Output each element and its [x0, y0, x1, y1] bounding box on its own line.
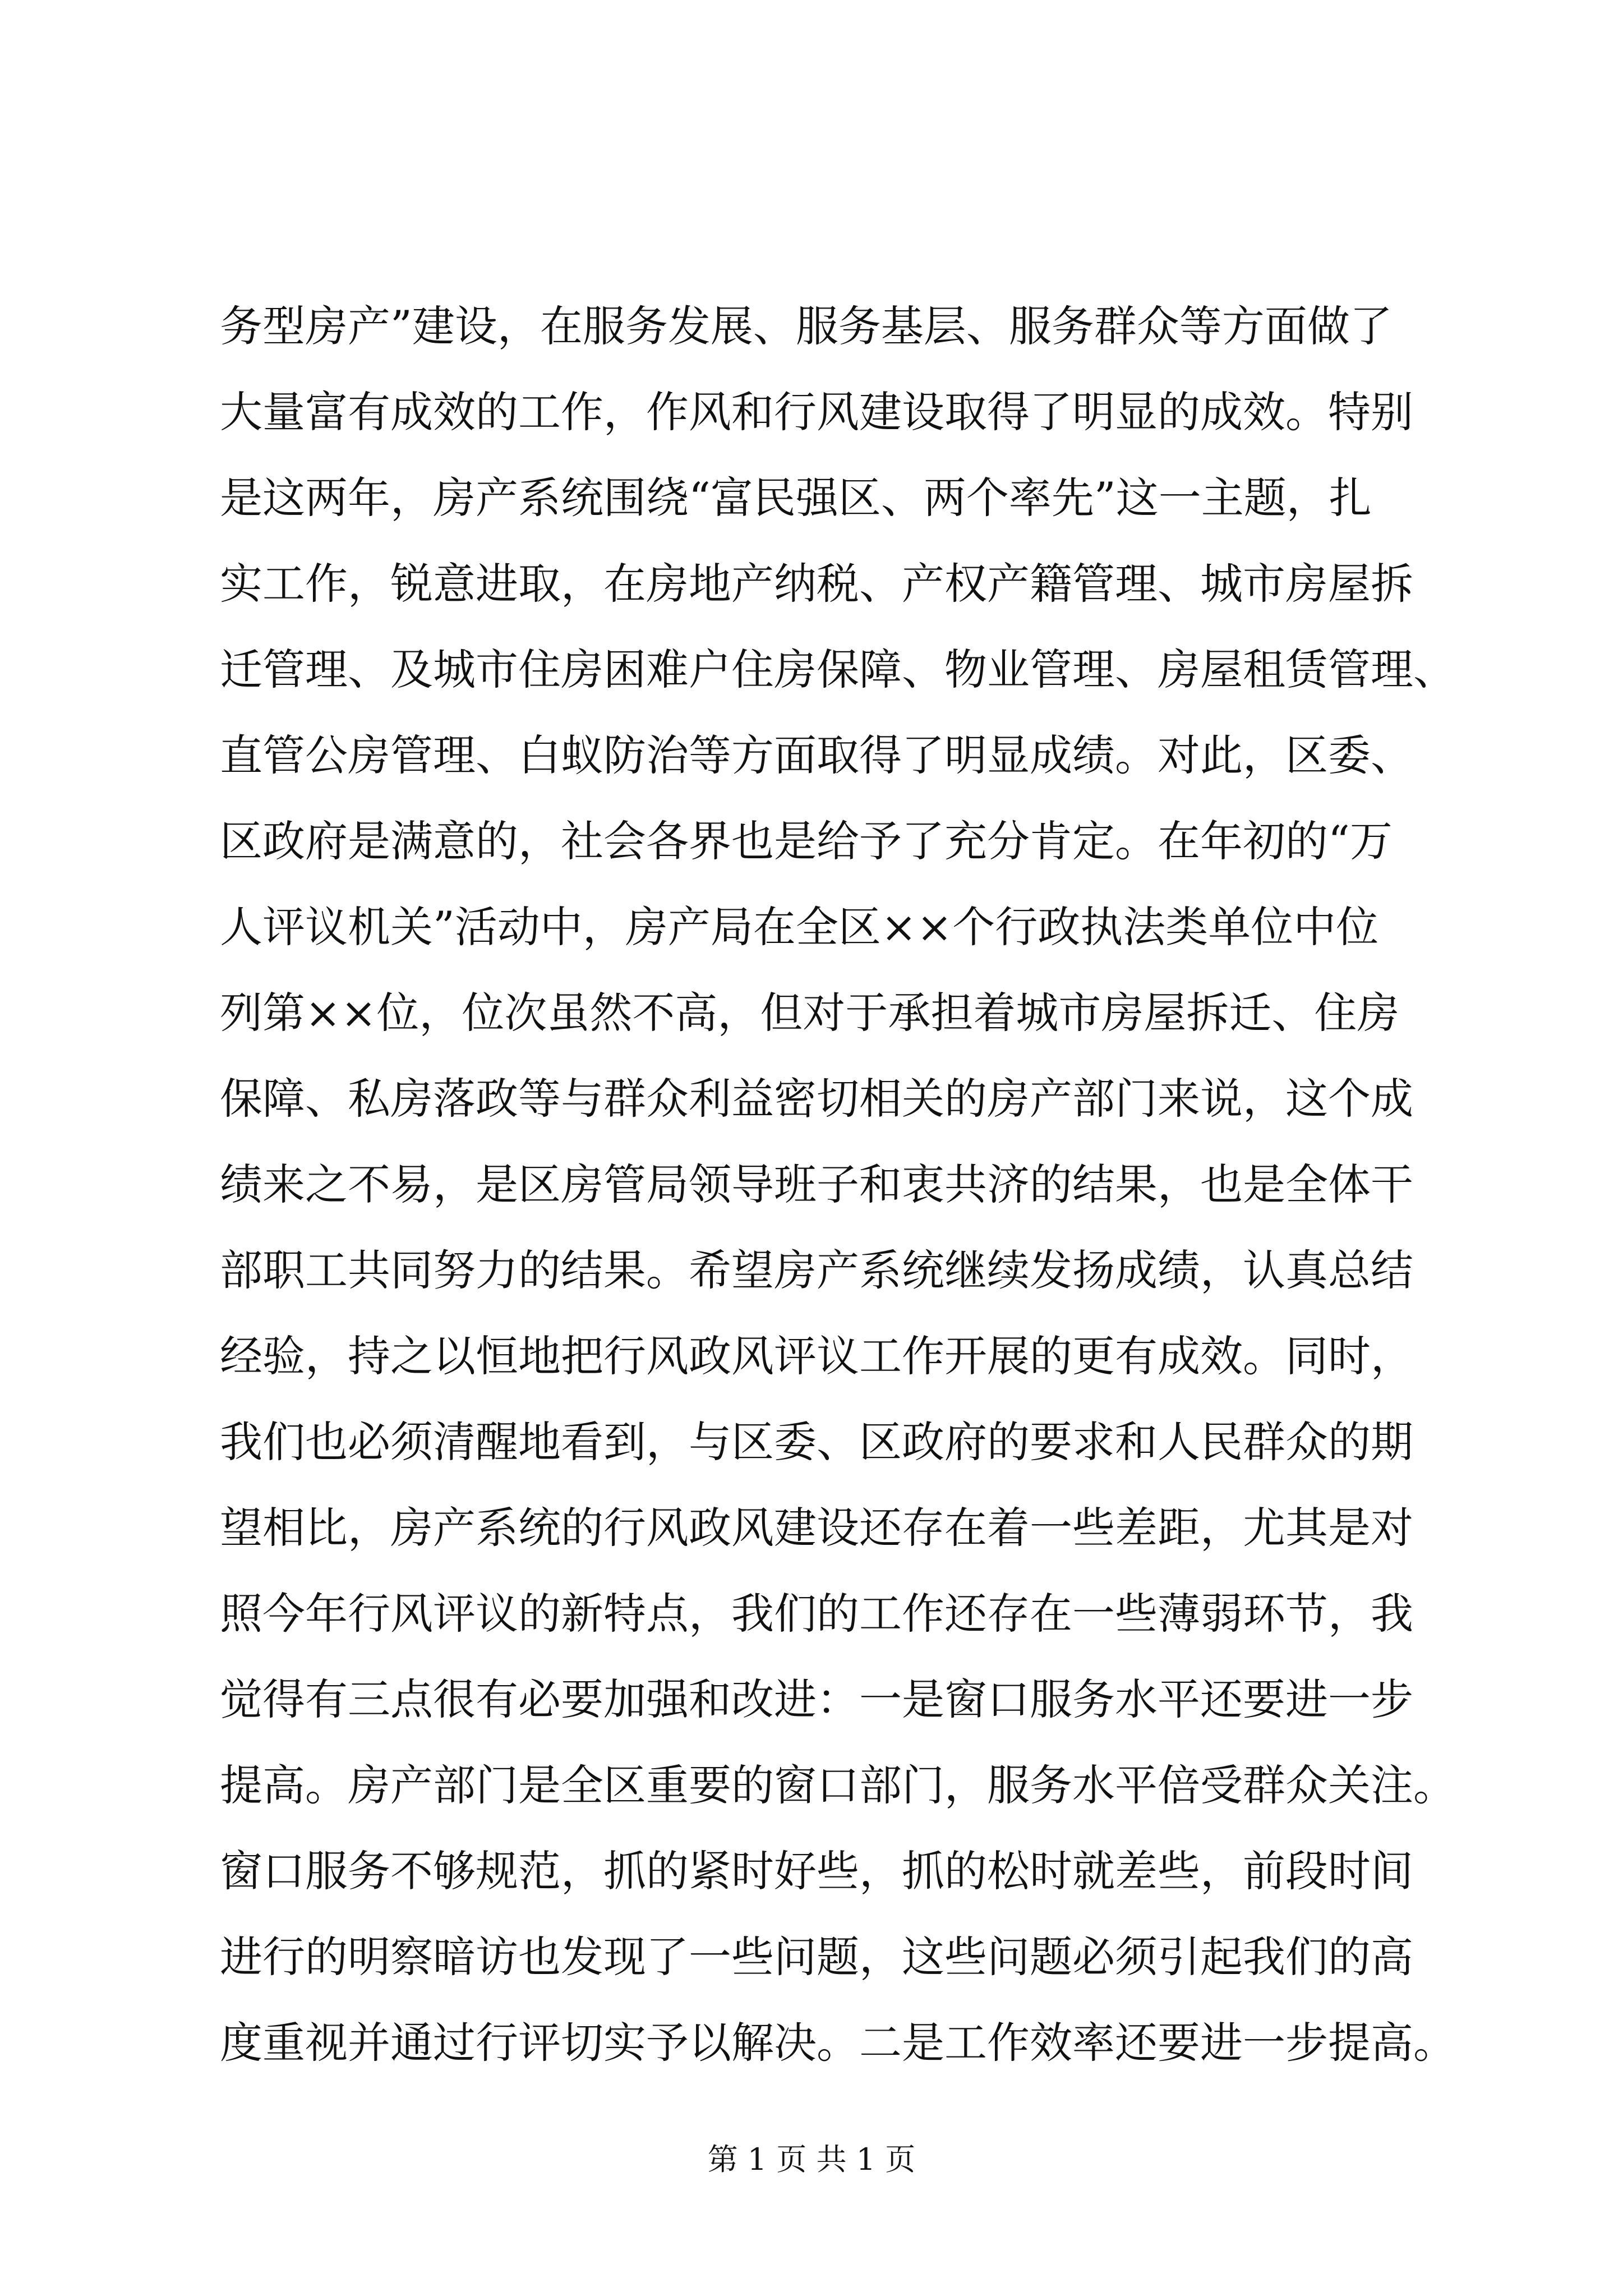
text-line: 经验，持之以恒地把行风政风评议工作开展的更有成效。同时， [220, 1331, 1413, 1381]
text-line: 人评议机关”活动中，房产局在全区××个行政执法类单位中位 [220, 902, 1379, 952]
text-line: 务型房产”建设，在服务发展、服务基层、服务群众等方面做了 [220, 301, 1393, 351]
text-line: 照今年行风评议的新特点，我们的工作还存在一些薄弱环节，我 [220, 1589, 1413, 1639]
text-line: 实工作，锐意进取，在房地产纳税、产权产籍管理、城市房屋拆 [220, 559, 1413, 609]
text-line: 绩来之不易，是区房管局领导班子和衷共济的结果，也是全体干 [220, 1159, 1413, 1209]
text-line: 区政府是满意的，社会各界也是给予了充分肯定。在年初的“万 [220, 816, 1393, 866]
text-line: 保障、私房落政等与群众利益密切相关的房产部门来说，这个成 [220, 1074, 1413, 1124]
page-footer [0, 2137, 1623, 2182]
text-line: 觉得有三点很有必要加强和改进：一是窗口服务水平还要进一步 [220, 1674, 1413, 1724]
text-line: 直管公房管理、白蚁防治等方面取得了明显成绩。对此，区委、 [220, 730, 1413, 780]
text-line: 进行的明察暗访也发现了一些问题，这些问题必须引起我们的高 [220, 1932, 1413, 1982]
text-line: 大量富有成效的工作，作风和行风建设取得了明显的成效。特别 [220, 387, 1413, 437]
text-line: 度重视并通过行评切实予以解决。二是工作效率还要进一步提高。 [220, 2018, 1456, 2068]
text-line: 提高。房产部门是全区重要的窗口部门，服务水平倍受群众关注。 [220, 1760, 1456, 1810]
text-line: 部职工共同努力的结果。希望房产系统继续发扬成绩，认真总结 [220, 1245, 1413, 1295]
text-line: 我们也必须清醒地看到，与区委、区政府的要求和人民群众的期 [220, 1417, 1413, 1467]
text-line: 是这两年，房产系统围绕“富民强区、两个率先”这一主题，扎 [220, 473, 1372, 523]
body-text [220, 283, 1456, 2086]
text-line: 迁管理、及城市住房困难户住房保障、物业管理、房屋租赁管理、 [220, 645, 1456, 694]
text-line: 列第××位，位次虽然不高，但对于承担着城市房屋拆迁、住房 [220, 988, 1400, 1038]
text-line: 望相比，房产系统的行风政风建设还存在着一些差距，尤其是对 [220, 1503, 1413, 1553]
text-line: 窗口服务不够规范，抓的紧时好些，抓的松时就差些，前段时间 [220, 1846, 1413, 1896]
page-number-label: 第 1 页 共 1 页 [707, 2142, 916, 2177]
